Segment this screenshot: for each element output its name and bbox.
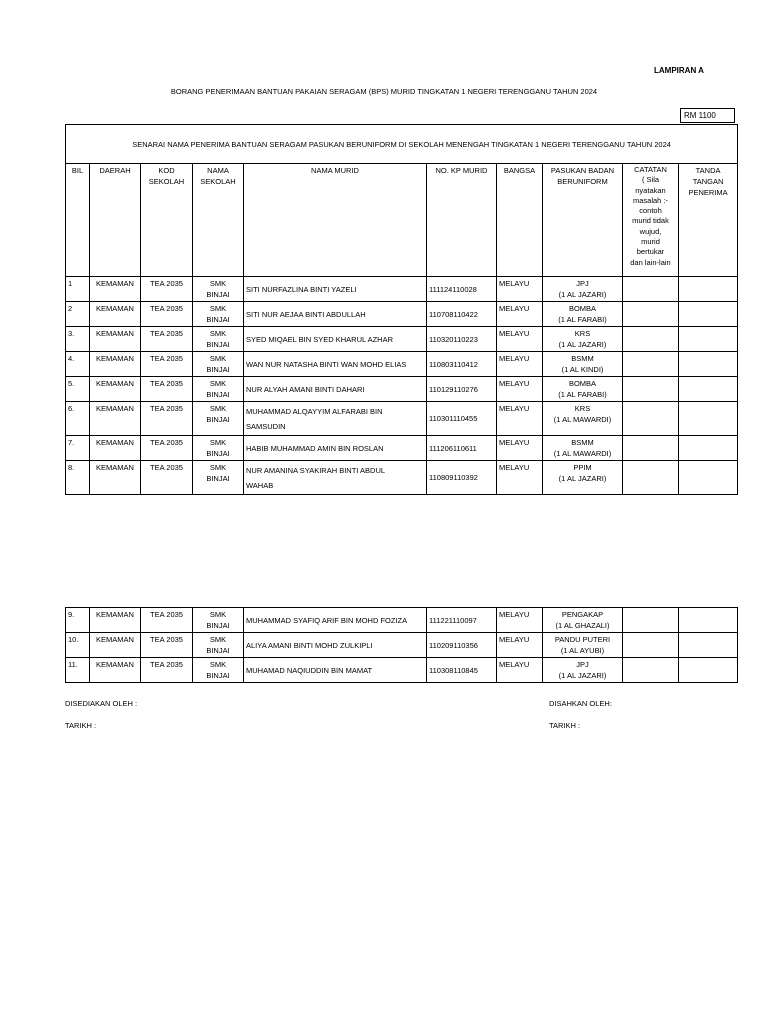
cell-nama-sekolah: SMK BINJAI [193,608,244,633]
table-row [66,377,738,402]
cell-daerah: KEMAMAN [90,461,141,495]
cell-daerah: KEMAMAN [90,402,141,436]
cell-no-kp: 110129110276 [427,377,497,402]
cell-tanda-tangan[interactable] [679,633,738,658]
cell-catatan [623,461,679,495]
col-daerah: DAERAH [90,164,141,277]
recipients-table-page1 [65,124,738,495]
cell-bil: 5. [66,377,90,402]
cell-bangsa: MELAYU [497,633,543,658]
cell-bangsa: MELAYU [497,377,543,402]
cell-pasukan: KRS (1 AL MAWARDI) [543,402,623,436]
cell-no-kp: 110301110455 [427,402,497,436]
cell-no-kp: 110803110412 [427,352,497,377]
cell-nama-murid: MUHAMAD NAQIUDDIN BIN MAMAT [244,658,427,683]
cell-no-kp: 111206110611 [427,436,497,461]
cell-nama-sekolah: SMK BINJAI [193,277,244,302]
cell-tanda-tangan[interactable] [679,461,738,495]
cell-nama-sekolah: SMK BINJAI [193,327,244,352]
cell-no-kp: 110809110392 [427,461,497,495]
cell-nama-sekolah: SMK BINJAI [193,377,244,402]
table-row [66,658,738,683]
approved-by-label: DISAHKAN OLEH: [549,699,612,708]
cell-tanda-tangan[interactable] [679,436,738,461]
cell-bangsa: MELAYU [497,402,543,436]
cell-kod-sekolah: TEA 2035 [141,402,193,436]
cell-catatan [623,658,679,683]
cell-nama-murid: HABIB MUHAMMAD AMIN BIN ROSLAN [244,436,427,461]
col-no-kp: NO. KP MURID [427,164,497,277]
cell-daerah: KEMAMAN [90,352,141,377]
table-row [66,608,738,633]
col-pasukan: PASUKAN BADAN BERUNIFORM [543,164,623,277]
cell-daerah: KEMAMAN [90,302,141,327]
cell-catatan [623,277,679,302]
cell-bangsa: MELAYU [497,658,543,683]
recipients-table-page2 [65,607,738,683]
cell-bil: 7. [66,436,90,461]
cell-catatan [623,352,679,377]
cell-nama-murid: WAN NUR NATASHA BINTI WAN MOHD ELIAS [244,352,427,377]
cell-catatan [623,402,679,436]
cell-daerah: KEMAMAN [90,377,141,402]
cell-catatan [623,436,679,461]
cell-bil: 10. [66,633,90,658]
rm-code-box: RM 1100 [680,108,735,123]
cell-daerah: KEMAMAN [90,633,141,658]
cell-bil: 6. [66,402,90,436]
table-row [66,327,738,352]
cell-nama-sekolah: SMK BINJAI [193,302,244,327]
cell-nama-murid: ALIYA AMANI BINTI MOHD ZULKIPLI [244,633,427,658]
cell-pasukan: PPIM (1 AL JAZARI) [543,461,623,495]
cell-tanda-tangan[interactable] [679,608,738,633]
col-nama-sekolah: NAMA SEKOLAH [193,164,244,277]
cell-daerah: KEMAMAN [90,436,141,461]
cell-catatan [623,327,679,352]
cell-nama-sekolah: SMK BINJAI [193,402,244,436]
cell-bangsa: MELAYU [497,277,543,302]
cell-tanda-tangan[interactable] [679,402,738,436]
cell-bil: 11. [66,658,90,683]
cell-bil: 4. [66,352,90,377]
cell-bangsa: MELAYU [497,327,543,352]
cell-daerah: KEMAMAN [90,608,141,633]
cell-kod-sekolah: TEA 2035 [141,377,193,402]
cell-nama-murid: SITI NUR AEJAA BINTI ABDULLAH [244,302,427,327]
cell-bangsa: MELAYU [497,302,543,327]
cell-nama-sekolah: SMK BINJAI [193,436,244,461]
cell-nama-murid: SITI NURFAZLINA BINTI YAZELI [244,277,427,302]
cell-pasukan: BSMM (1 AL MAWARDI) [543,436,623,461]
cell-tanda-tangan[interactable] [679,302,738,327]
table-row [66,277,738,302]
cell-kod-sekolah: TEA 2035 [141,352,193,377]
cell-catatan [623,633,679,658]
cell-pasukan: KRS (1 AL JAZARI) [543,327,623,352]
cell-nama-sekolah: SMK BINJAI [193,461,244,495]
cell-bangsa: MELAYU [497,436,543,461]
cell-no-kp: 110308110845 [427,658,497,683]
cell-kod-sekolah: TEA 2035 [141,327,193,352]
cell-kod-sekolah: TEA 2035 [141,608,193,633]
table-row [66,402,738,436]
cell-bil: 9. [66,608,90,633]
prepared-by-label: DISEDIAKAN OLEH : [65,699,138,708]
cell-pasukan: JPJ (1 AL JAZARI) [543,658,623,683]
cell-kod-sekolah: TEA 2035 [141,633,193,658]
table-row [66,633,738,658]
cell-no-kp: 110708110422 [427,302,497,327]
date-right-label: TARIKH : [549,721,581,730]
cell-nama-murid: NUR ALYAH AMANI BINTI DAHARI [244,377,427,402]
cell-nama-murid: MUHAMMAD ALQAYYIM ALFARABI BIN SAMSUDIN [244,402,427,436]
cell-pasukan: PANDU PUTERI (1 AL AYUBI) [543,633,623,658]
cell-no-kp: 111124110028 [427,277,497,302]
cell-tanda-tangan[interactable] [679,377,738,402]
cell-catatan [623,302,679,327]
cell-no-kp: 110209110356 [427,633,497,658]
cell-daerah: KEMAMAN [90,658,141,683]
date-left-label: TARIKH : [65,721,97,730]
col-bangsa: BANGSA [497,164,543,277]
cell-kod-sekolah: TEA 2035 [141,277,193,302]
col-tanda-tangan: TANDA TANGAN PENERIMA [679,164,738,277]
cell-bangsa: MELAYU [497,461,543,495]
table-row [66,352,738,377]
cell-tanda-tangan[interactable] [679,327,738,352]
cell-bil: 2 [66,302,90,327]
cell-catatan [623,377,679,402]
cell-tanda-tangan[interactable] [679,658,738,683]
cell-pasukan: JPJ (1 AL JAZARI) [543,277,623,302]
cell-kod-sekolah: TEA 2035 [141,461,193,495]
col-kod-sekolah: KOD SEKOLAH [141,164,193,277]
cell-kod-sekolah: TEA 2035 [141,302,193,327]
cell-kod-sekolah: TEA 2035 [141,436,193,461]
cell-daerah: KEMAMAN [90,327,141,352]
table-title: SENARAI NAMA PENERIMA BANTUAN SERAGAM PASUKAN BERUNIFORM DI SEKOLAH MENENGAH TINGKATAN 1 NEGERI TERENGGANU TAHUN 2024 [66,125,738,164]
cell-bil: 8. [66,461,90,495]
cell-nama-sekolah: SMK BINJAI [193,352,244,377]
cell-pasukan: BOMBA (1 AL FARABI) [543,377,623,402]
table-header-row [66,164,738,277]
lampiran-label: LAMPIRAN A [654,66,704,75]
cell-no-kp: 111221110097 [427,608,497,633]
col-bil: BIL [66,164,90,277]
col-nama-murid: NAMA MURID [244,164,427,277]
form-title: BORANG PENERIMAAN BANTUAN PAKAIAN SERAGAM (BPS) MURID TINGKATAN 1 NEGERI TERENGGANU TAHUN 2024 [170,87,598,96]
cell-tanda-tangan[interactable] [679,352,738,377]
cell-daerah: KEMAMAN [90,277,141,302]
cell-bangsa: MELAYU [497,608,543,633]
col-catatan: CATATAN ( Sila nyatakan masalah :- contoh murid tidak wujud, murid bertukar dan lain-lain [623,164,679,277]
cell-nama-murid: NUR AMANINA SYAKIRAH BINTI ABDUL WAHAB [244,461,427,495]
cell-pasukan: BSMM (1 AL KINDI) [543,352,623,377]
cell-nama-sekolah: SMK BINJAI [193,658,244,683]
table-row [66,461,738,495]
cell-pasukan: BOMBA (1 AL FARABI) [543,302,623,327]
cell-bil: 3. [66,327,90,352]
cell-kod-sekolah: TEA 2035 [141,658,193,683]
cell-bil: 1 [66,277,90,302]
cell-tanda-tangan[interactable] [679,277,738,302]
cell-nama-murid: SYED MIQAEL BIN SYED KHARUL AZHAR [244,327,427,352]
table-row [66,302,738,327]
cell-catatan [623,608,679,633]
cell-pasukan: PENGAKAP (1 AL GHAZALI) [543,608,623,633]
table-row [66,436,738,461]
cell-no-kp: 110320110223 [427,327,497,352]
cell-bangsa: MELAYU [497,352,543,377]
cell-nama-sekolah: SMK BINJAI [193,633,244,658]
cell-nama-murid: MUHAMMAD SYAFIQ ARIF BIN MOHD FOZIZA [244,608,427,633]
